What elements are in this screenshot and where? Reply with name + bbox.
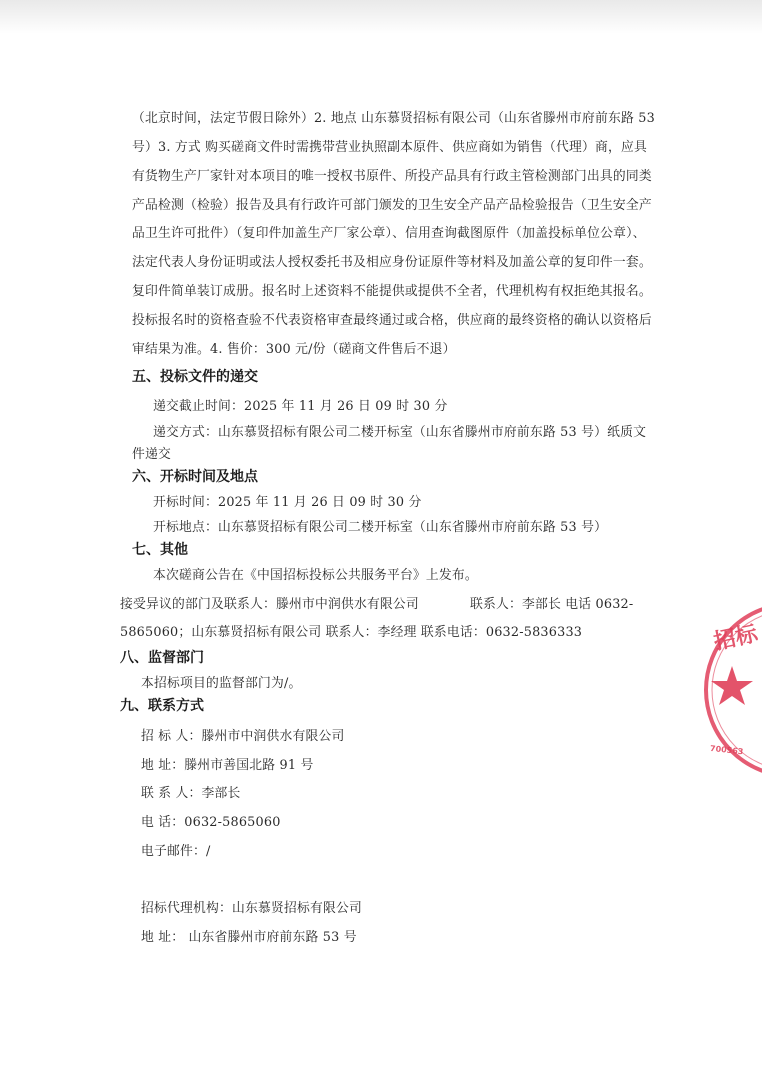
section-heading-supervision: 八、监督部门 — [120, 650, 204, 666]
agency-name: 招标代理机构：山东慕贤招标有限公司 — [141, 901, 362, 916]
paragraph-line-2: 号）3. 方式 购买磋商文件时需携带营业执照副本原件、供应商如为销售（代理）商，应具 — [132, 140, 648, 155]
section-heading-other: 七、其他 — [132, 542, 188, 558]
opening-place: 开标地点：山东慕贤招标有限公司二楼开标室（山东省滕州市府前东路 53 号） — [153, 520, 608, 535]
paragraph-line-5: 品卫生许可批件）（复印件加盖生产厂家公章）、信用查询截图原件（加盖投标单位公章）、 — [132, 226, 646, 241]
paragraph-line-4: 产品检测（检验）报告及具有行政许可部门颁发的卫生安全产品产品检验报告（卫生安全产 — [132, 198, 652, 213]
contact-phone: 电 话：0632-5865060 — [141, 815, 281, 830]
submission-method-line-1: 递交方式：山东慕贤招标有限公司二楼开标室（山东省滕州市府前东路 53 号）纸质文 — [153, 425, 647, 440]
contact-person: 联 系 人：李部长 — [141, 786, 241, 801]
scan-top-band — [0, 0, 762, 34]
contact-email: 电子邮件：/ — [141, 844, 211, 859]
contact-tenderer: 招 标 人：滕州市中润供水有限公司 — [141, 729, 345, 744]
submission-deadline: 递交截止时间：2025 年 11 月 26 日 09 时 30 分 — [153, 399, 448, 414]
objection-contact-right: 联系人：李部长 电话 0632- — [470, 597, 634, 612]
company-seal — [700, 600, 762, 780]
opening-time: 开标时间：2025 年 11 月 26 日 09 时 30 分 — [153, 495, 422, 510]
paragraph-line-9: 审结果为准。4. 售价：300 元/份（磋商文件售后不退） — [132, 342, 456, 357]
svg-text:招标: 招标 — [711, 621, 760, 656]
paragraph-line-6: 法定代表人身份证明或法人授权委托书及相应身份证原件等材料及加盖公章的复印件一套。 — [132, 255, 652, 270]
objection-contact-line-2: 5865060；山东慕贤招标有限公司 联系人：李经理 联系电话：0632-5836333 — [120, 625, 583, 640]
paragraph-line-1: （北京时间，法定节假日除外）2. 地点 山东慕贤招标有限公司（山东省滕州市府前东路 53 — [132, 111, 655, 126]
paragraph-line-3: 有货物生产厂家针对本项目的唯一授权书原件、所投产品具有行政主管检测部门出具的同类 — [132, 169, 652, 184]
svg-text:700563: 700563 — [709, 743, 744, 757]
section-heading-opening: 六、开标时间及地点 — [132, 469, 258, 485]
paragraph-line-7: 复印件简单装订成册。报名时上述资料不能提供或提供不全者，代理机构有权拒绝其报名。 — [132, 284, 652, 299]
publication-notice: 本次磋商公告在《中国招标投标公共服务平台》上发布。 — [153, 568, 478, 583]
supervision-text: 本招标项目的监督部门为/。 — [141, 676, 302, 691]
submission-method-line-2: 件递交 — [132, 447, 171, 462]
section-heading-contact: 九、联系方式 — [120, 698, 204, 714]
agency-address: 地 址： 山东省滕州市府前东路 53 号 — [141, 930, 357, 945]
section-heading-submission: 五、投标文件的递交 — [132, 369, 258, 385]
contact-address: 地 址：滕州市善国北路 91 号 — [141, 758, 314, 773]
paragraph-line-8: 投标报名时的资格查验不代表资格审查最终通过或合格，供应商的最终资格的确认以资格后 — [132, 313, 652, 328]
objection-contact-left: 接受异议的部门及联系人：滕州市中润供水有限公司 — [120, 597, 419, 612]
